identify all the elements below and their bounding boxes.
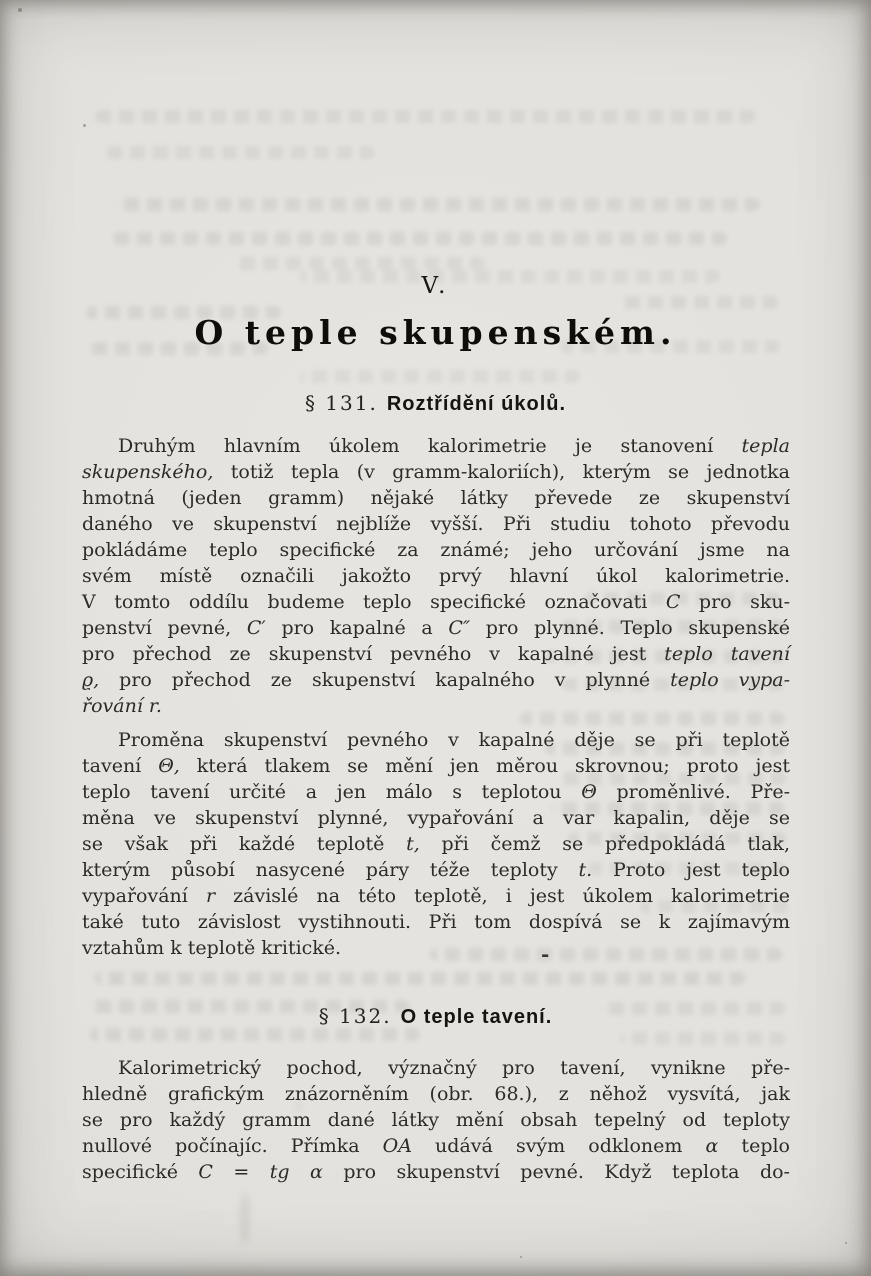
- text-line: Druhým hlavním úkolem kalorimetrie je stanovení tepla: [118, 435, 790, 457]
- text-line: měna ve skupenství plynné, vypařování a var kapalin, děje se: [82, 807, 790, 829]
- text-line: daného ve skupenství nejblíže vyšší. Při studiu tohoto převodu: [82, 513, 790, 535]
- paragraph: [82, 727, 790, 961]
- text-line: nullové počínajíc. Přímka OA udává svým odklonem α teplo: [82, 1135, 790, 1157]
- paragraph: [82, 433, 790, 719]
- separator-dash: -: [541, 942, 550, 966]
- text-line: teplo tavení určité a jen málo s teplotou Θ proměnlivé. Pře-: [82, 781, 790, 803]
- section-heading-131: [0, 391, 871, 416]
- section-title: O teple tavení.: [400, 1006, 553, 1028]
- text-line: ϱ, pro přechod ze skupenství kapalného v plynné teplo vypa-: [82, 669, 790, 691]
- section-number: § 131.: [304, 391, 378, 415]
- text-line: specifické C = tg α pro skupenství pevné. Když teplota do-: [82, 1161, 790, 1183]
- text-line: se však při každé teplotě t, při čemž se předpokládá tlak,: [82, 833, 790, 855]
- scan-speck: [18, 8, 22, 12]
- text-line: hledně grafickým znázorněním (obr. 68.), z něhož vysvítá, jak: [82, 1083, 790, 1105]
- text-line: vztahům k teplotě kritické.: [82, 937, 342, 959]
- bleedthrough-ghost-line: [105, 146, 375, 159]
- chapter-number: V.: [421, 273, 450, 299]
- text-line: se pro každý gramm dané látky mění obsah tepelný od teploty: [82, 1109, 790, 1131]
- text-line: skupenského, totiž tepla (v gramm-kaloriích), kterým se jednotka: [82, 461, 790, 483]
- section-number: § 132.: [318, 1004, 392, 1028]
- text-line: pro přechod ze skupenství pevného v kapalné jest teplo tavení: [82, 643, 790, 665]
- scan-speck: [845, 1242, 847, 1244]
- text-line: hmotná (jeden gramm) nějaké látky převede ze skupenství: [82, 487, 790, 509]
- text-line: V tomto oddílu budeme teplo specifické označovati C pro sku-: [82, 591, 790, 613]
- paragraph: [82, 1055, 790, 1185]
- text-line: svém místě označili jakožto prvý hlavní úkol kalorimetrie.: [82, 565, 790, 587]
- bleedthrough-ghost-line: [300, 370, 580, 383]
- text-line: řování r.: [82, 695, 162, 717]
- text-line: Kalorimetrický pochod, význačný pro tavení, vynikne pře-: [118, 1057, 790, 1079]
- bleedthrough-ghost-line: [620, 1032, 785, 1045]
- text-line: Proměna skupenství pevného v kapalné děje se při teplotě: [118, 729, 790, 751]
- bleedthrough-ghost-line: [112, 232, 727, 245]
- text-line: kterým působí nasycené páry téže teploty t. Proto jest teplo: [82, 859, 790, 881]
- bleedthrough-ghost-line: [95, 972, 745, 985]
- bleedthrough-ghost-line: [90, 1028, 420, 1041]
- text-line: pokládáme teplo specifické za známé; jeho určování jsme na: [82, 539, 790, 561]
- bleedthrough-ghost-line: [95, 110, 755, 123]
- scan-speck: [83, 124, 86, 127]
- bleedthrough-ghost-line: [115, 198, 760, 211]
- scan-speck: [520, 1256, 522, 1258]
- text-line: vypařování r závislé na této teplotě, i jest úkolem kalorimetrie: [82, 885, 790, 907]
- text-line: tavení Θ, která tlakem se mění jen měrou skrovnou; proto jest: [82, 755, 791, 777]
- text-line: také tuto závislost vystihnouti. Při tom dospívá se k zajímavým: [82, 911, 790, 933]
- text-line: penství pevné, C′ pro kapalné a C″ pro plynné. Teplo skupenské: [82, 617, 790, 639]
- chapter-title: O teple skupenském.: [194, 313, 677, 352]
- scan-smudge: [240, 1192, 250, 1244]
- section-heading-132: [0, 1004, 871, 1029]
- section-title: Roztřídění úkolů.: [386, 393, 567, 415]
- bleedthrough-ghost-line: [235, 257, 485, 270]
